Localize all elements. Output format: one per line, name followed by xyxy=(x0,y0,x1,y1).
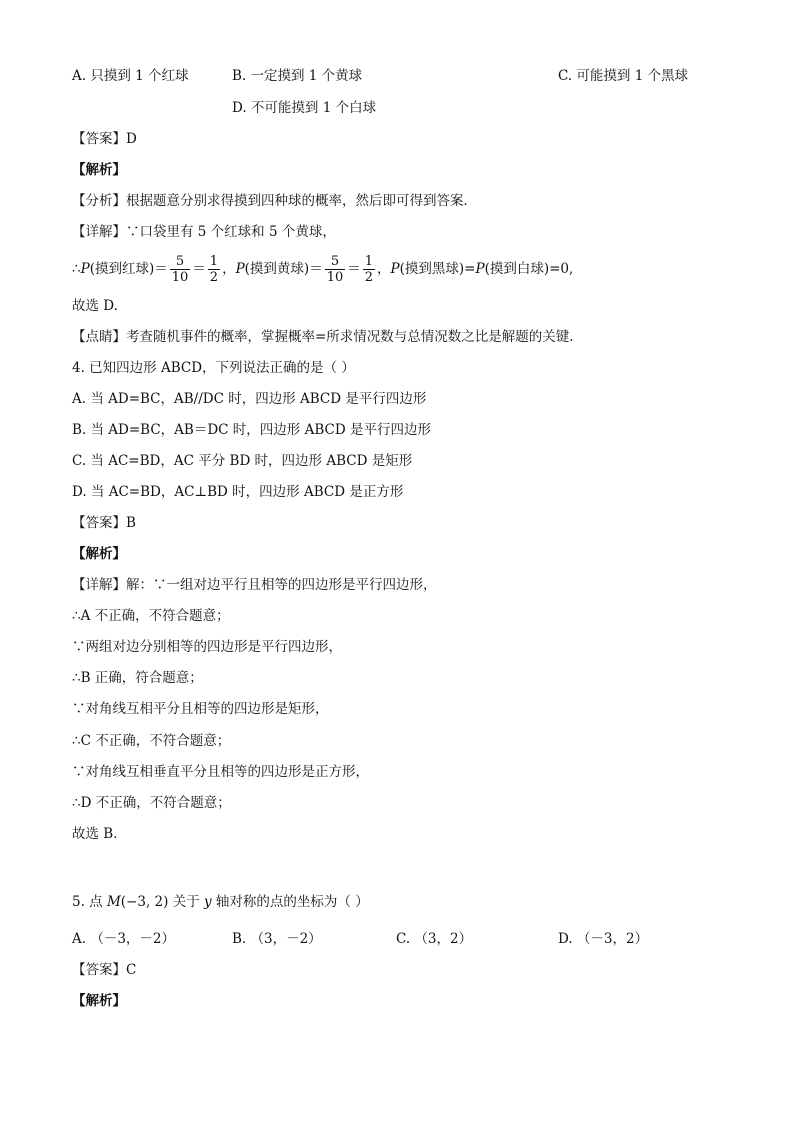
q5-analysis-label: 【解析】 xyxy=(72,993,126,1009)
q4-detail-line: ∴D 不正确，不符合题意； xyxy=(72,795,231,811)
q5-stem: 5. 点 M(−3, 2) 关于 y 轴对称的点的坐标为（ ） xyxy=(72,894,369,910)
q3-option-d: D. 不可能摸到 1 个白球 xyxy=(232,100,377,116)
black-event: (摸到黑球)= xyxy=(399,261,476,277)
q4-detail-line: ∴A 不正确，不符合题意； xyxy=(72,608,230,624)
white-event: (摸到白球)=0, xyxy=(484,261,574,277)
q4-option-b: B. 当 AD=BC，AB＝DC 时，四边形 ABCD 是平行四边形 xyxy=(72,422,431,438)
point-coords: (−3, 2) xyxy=(120,894,169,910)
q4-option-d: D. 当 AC=BD，AC⊥BD 时，四边形 ABCD 是正方形 xyxy=(72,484,404,500)
q4-choose: 故选 B． xyxy=(72,826,127,842)
fraction-5-10: $\frac{5}{10}$ xyxy=(171,253,189,285)
yellow-event: (摸到黄球)＝ xyxy=(244,261,323,277)
q5-option-b: B. （3，－2） xyxy=(232,931,322,947)
axis-label: y xyxy=(204,894,212,910)
fraction-1-2: $\frac{1}{2}$ xyxy=(209,253,219,285)
q3-choose: 故选 D. xyxy=(72,298,118,314)
prob-symbol: P xyxy=(390,261,400,277)
q4-detail-line: ∵两组对边分别相等的四边形是平行四边形， xyxy=(72,639,342,655)
q4-detail-line: ∵对角线互相垂直平分且相等的四边形是正方形， xyxy=(72,764,369,780)
q4-detail-line: ∴B 正确，符合题意； xyxy=(72,670,203,686)
q4-detail-line: ∵对角线互相平分且相等的四边形是矩形， xyxy=(72,701,329,717)
q5-answer: 【答案】C xyxy=(72,962,137,978)
q3-probability-equation: ∴ P (摸到红球)＝ $\frac{5}{10}$ ＝ $\frac{1}{2}$ ， P (摸到黄球)＝ $\frac{5}{10}$ ＝ $\frac{1}{2}$ ， P (摸到黑球)= P (摸到白球)=0, xyxy=(72,253,574,285)
q3-detail: 【详解】∵口袋里有 5 个红球和 5 个黄球， xyxy=(72,224,336,240)
q3-option-b: B. 一定摸到 1 个黄球 xyxy=(232,68,363,84)
prob-symbol: P xyxy=(475,261,485,277)
q4-detail-line: ∴C 不正确，不符合题意； xyxy=(72,733,231,749)
q3-option-c: C. 可能摸到 1 个黑球 xyxy=(558,68,689,84)
q3-answer: 【答案】D xyxy=(72,131,137,147)
fraction-5-10: $\frac{5}{10}$ xyxy=(326,253,344,285)
q3-fenxi: 【分析】根据题意分别求得摸到四种球的概率，然后即可得到答案． xyxy=(72,193,477,209)
q4-analysis-label: 【解析】 xyxy=(72,546,126,562)
q3-analysis-label: 【解析】 xyxy=(72,162,126,178)
q5-option-a: A. （－3，－2） xyxy=(72,931,176,947)
prob-symbol: P xyxy=(80,261,90,277)
q4-option-c: C. 当 AC=BD，AC 平分 BD 时，四边形 ABCD 是矩形 xyxy=(72,453,413,469)
q4-answer: 【答案】B xyxy=(72,515,136,531)
therefore-symbol: ∴ xyxy=(72,261,81,277)
q3-dianjing: 【点睛】考查随机事件的概率，掌握概率=所求情况数与总情况数之比是解题的关键. xyxy=(72,329,574,345)
red-event: (摸到红球)＝ xyxy=(89,261,168,277)
q3-option-a: A. 只摸到 1 个红球 xyxy=(72,68,189,84)
q4-option-a: A. 当 AD=BC，AB//DC 时，四边形 ABCD 是平行四边形 xyxy=(72,391,427,407)
q5-option-c: C. （3，2） xyxy=(396,931,473,947)
q4-detail-line: 【详解】解：∵一组对边平行且相等的四边形是平行四边形， xyxy=(72,577,437,593)
point-label: M xyxy=(106,894,121,910)
prob-symbol: P xyxy=(235,261,245,277)
q4-stem: 4. 已知四边形 ABCD，下列说法正确的是（ ） xyxy=(72,360,355,376)
q5-option-d: D. （－3，2） xyxy=(558,931,649,947)
fraction-1-2: $\frac{1}{2}$ xyxy=(364,253,374,285)
